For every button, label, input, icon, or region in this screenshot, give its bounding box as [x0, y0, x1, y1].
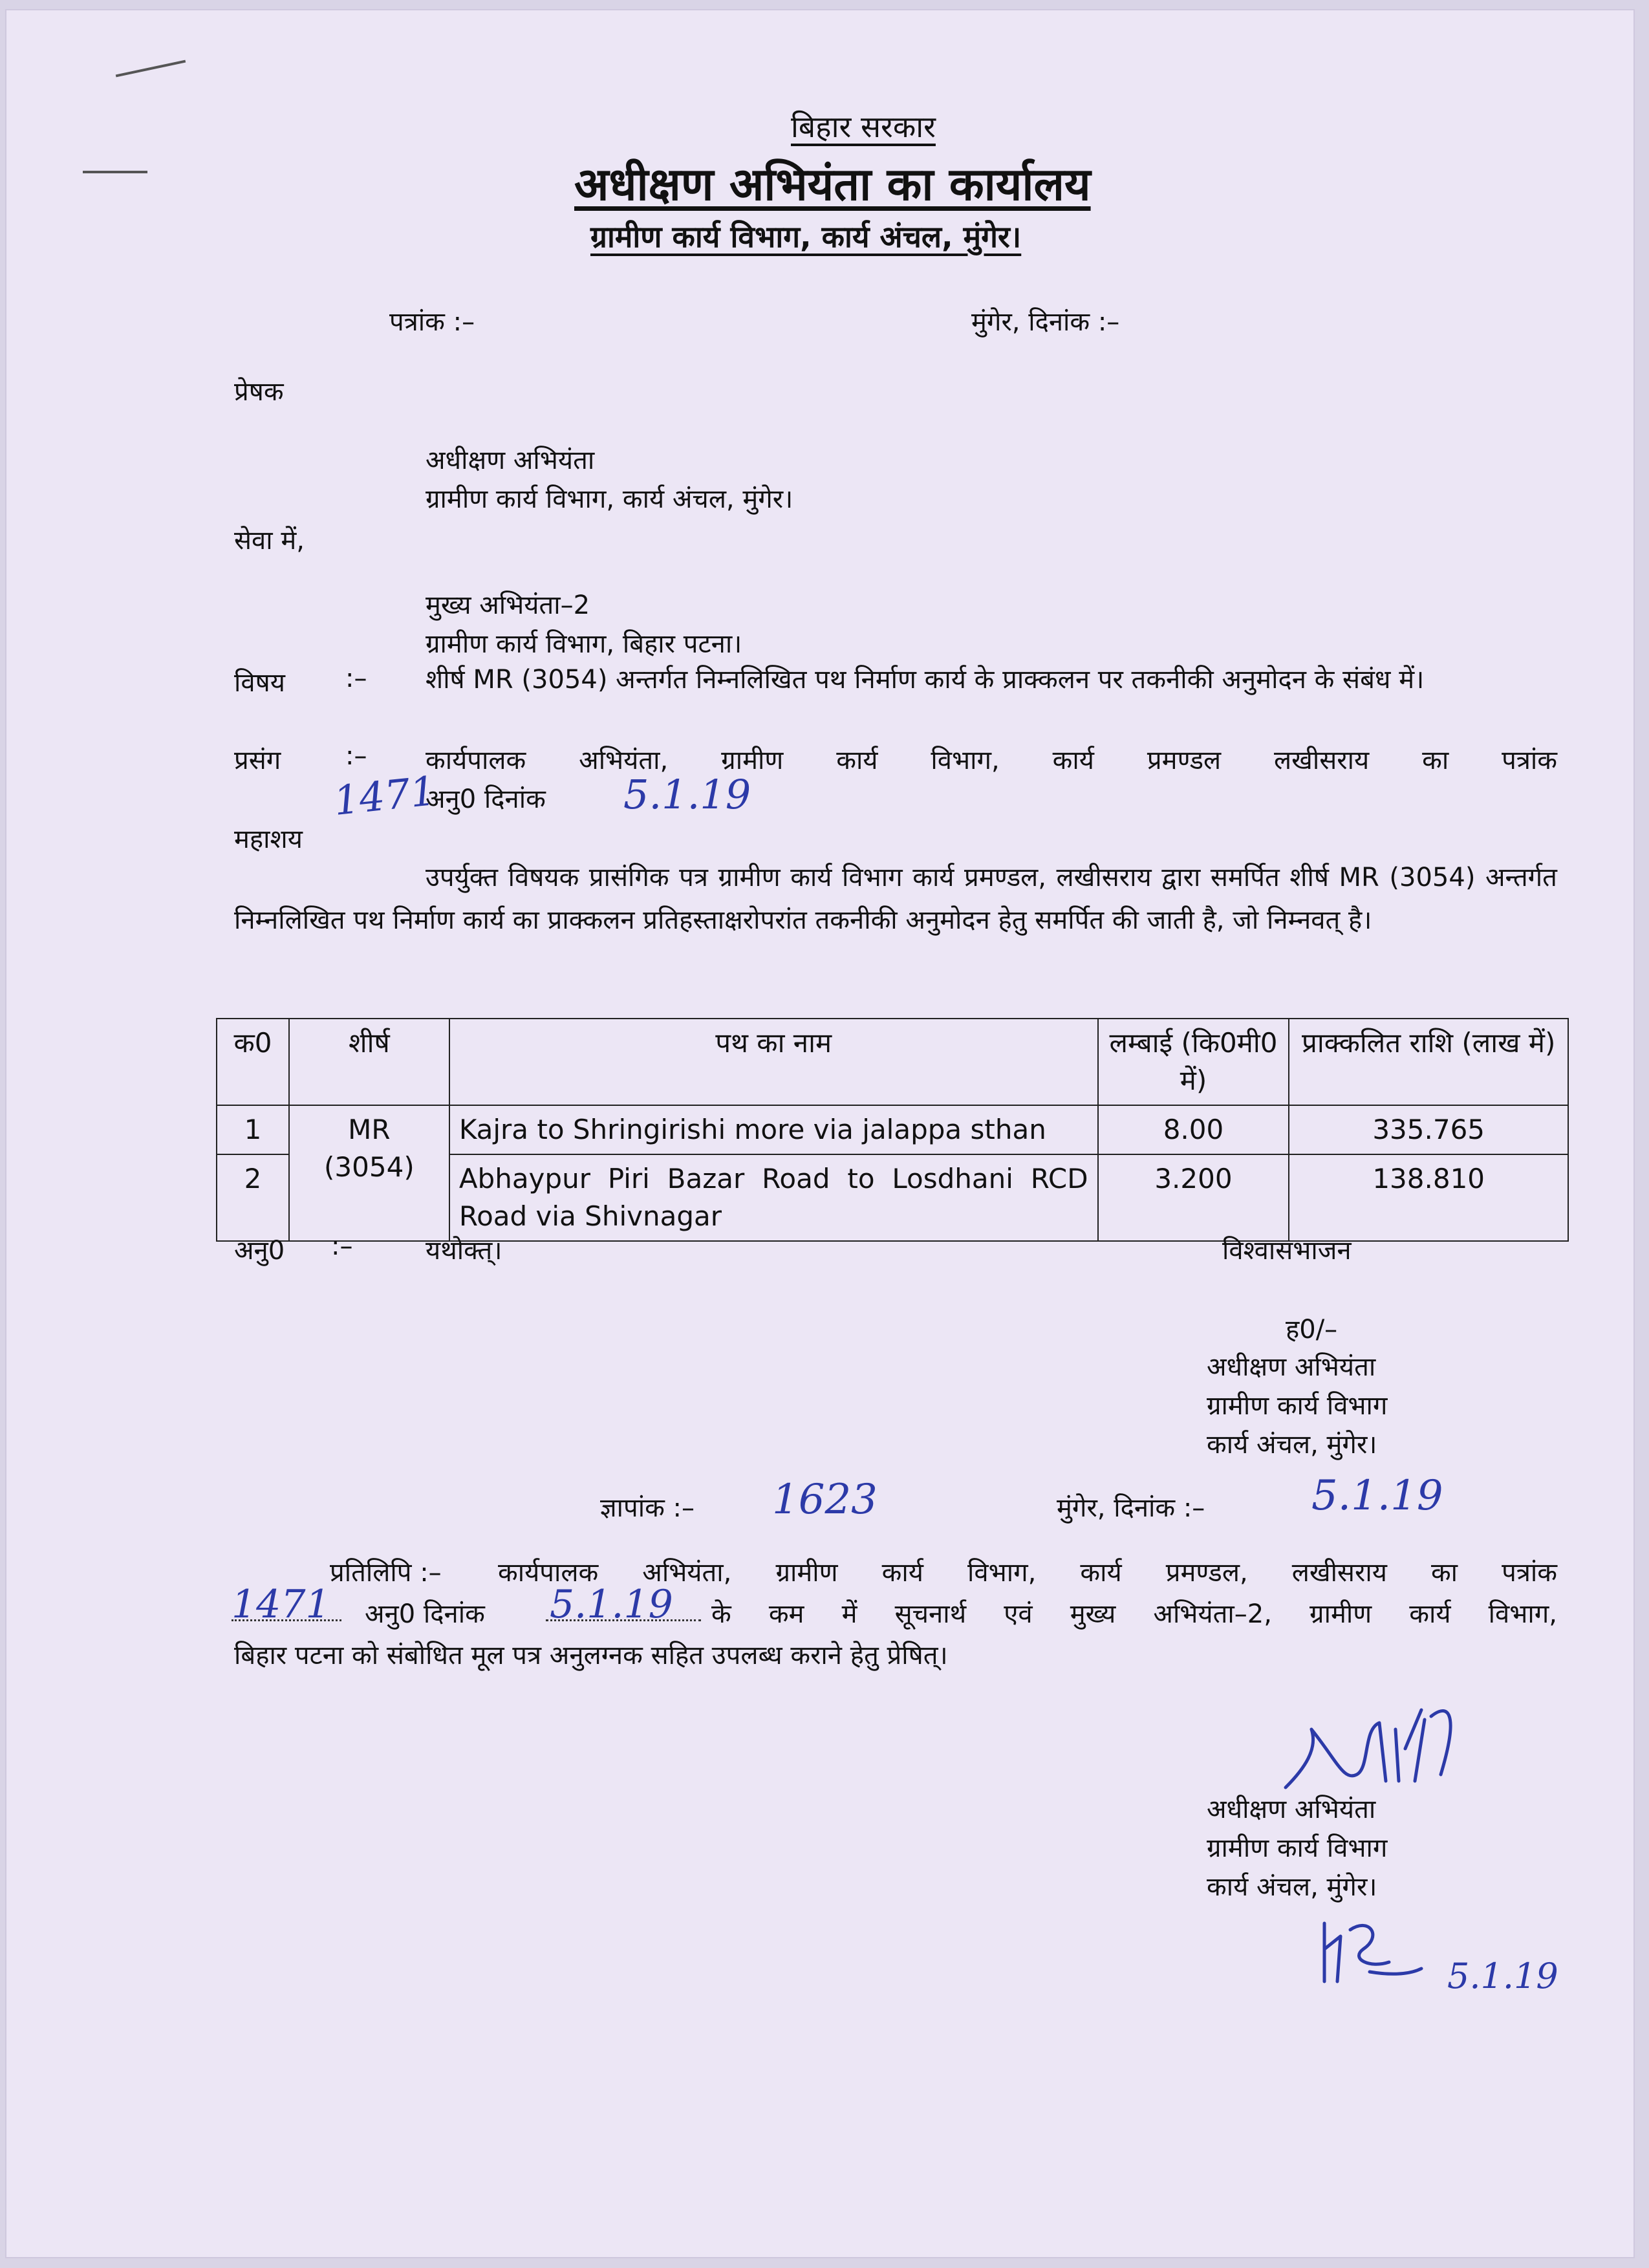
- punch-mark: [116, 60, 186, 78]
- recipient-line1: मुख्य अभियंता–2: [426, 590, 590, 620]
- sender-line1: अधीक्षण अभियंता: [426, 446, 595, 475]
- enclosure-separator: :–: [331, 1231, 353, 1261]
- row-amount: 138.810: [1289, 1154, 1568, 1241]
- row-road-name: Kajra to Shringirishi more via jalappa sthan: [449, 1105, 1098, 1154]
- context-label: प्रसंग: [234, 746, 281, 775]
- subject-separator: :–: [345, 664, 367, 693]
- sign1-line1: अधीक्षण अभियंता: [1207, 1352, 1376, 1382]
- handwritten-copy-date: 5.1.19: [550, 1582, 673, 1627]
- handwritten-memo-date: 5.1.19: [1311, 1472, 1443, 1520]
- copy-text-line1: कार्यपालक अभियंता, ग्रामीण कार्य विभाग, कार्य प्रमण्डल, लखीसराय का पत्रांक: [498, 1558, 1557, 1588]
- recipient-label: सेवा में,: [234, 526, 305, 556]
- copy-text-line3: बिहार पटना को संबोधित मूल पत्र अनुलग्नक सहित उपलब्ध कराने हेतु प्रेषित्।: [234, 1641, 948, 1670]
- recipient-line2: ग्रामीण कार्य विभाग, बिहार पटना।: [426, 629, 742, 659]
- row-road-name: Abhaypur Piri Bazar Road to Losdhani RCD Road via Shivnagar: [449, 1154, 1098, 1241]
- row-serial: 2: [217, 1154, 289, 1241]
- sign1-line3: कार्य अंचल, मुंगेर।: [1207, 1430, 1377, 1460]
- sign1-line2: ग्रामीण कार्य विभाग: [1207, 1391, 1388, 1421]
- handwritten-copy-number: 1471: [232, 1582, 330, 1627]
- header-amount: प्राक्कलित राशि (लाख में): [1289, 1019, 1568, 1105]
- department-title: ग्रामीण कार्य विभाग, कार्य अंचल, मुंगेर।: [590, 219, 1022, 254]
- copy-label: प्रतिलिपि :–: [330, 1558, 442, 1588]
- row-length: 8.00: [1098, 1105, 1289, 1154]
- header-road-name: पथ का नाम: [449, 1019, 1098, 1105]
- handwritten-ref-number: 1471: [331, 766, 438, 825]
- copy-mid-text: अनु0 दिनांक: [365, 1599, 485, 1629]
- row-amount: 335.765: [1289, 1105, 1568, 1154]
- gov-title: बिहार सरकार: [791, 109, 936, 144]
- enclosure-text: यथोक्त्।: [426, 1236, 502, 1266]
- office-title: अधीक्षण अभियंता का कार्यालय: [574, 158, 1091, 211]
- header-length: लम्बाई (कि0मी0 में): [1098, 1019, 1289, 1105]
- letter-page: [5, 9, 1635, 2258]
- copy-date-dotted-line: [546, 1619, 701, 1621]
- copy-text-line2: के कम में सूचनार्थ एवं मुख्य अभियंता–2, ग्रामीण कार्य विभाग,: [711, 1599, 1557, 1629]
- context-line2: अनु0 दिनांक: [426, 784, 546, 814]
- subject-text: शीर्ष MR (3054) अन्तर्गत निम्नलिखित पथ निर्माण कार्य के प्राक्कलन पर तकनीकी अनुमोदन के संबंध में।: [426, 665, 1425, 695]
- context-text: कार्यपालक अभियंता, ग्रामीण कार्य विभाग, कार्य प्रमण्डल लखीसराय का पत्रांक: [426, 746, 1558, 775]
- signed-mark: ह0/–: [1286, 1315, 1338, 1345]
- context-separator: :–: [345, 741, 367, 771]
- table-header-row: [217, 1019, 1568, 1105]
- handwritten-initial: [1311, 1910, 1428, 1994]
- row-length: 3.200: [1098, 1154, 1289, 1241]
- closing-faithfully: विश्वासभाजन: [1222, 1236, 1352, 1266]
- salutation: महाशय: [234, 825, 303, 854]
- handwritten-ref-date: 5.1.19: [623, 771, 751, 818]
- enclosure-label: अनु0: [234, 1236, 285, 1266]
- row-head: MR (3054): [289, 1105, 449, 1241]
- header-head: शीर्ष: [289, 1019, 449, 1105]
- table-row: [217, 1105, 1568, 1154]
- sign2-line3: कार्य अंचल, मुंगेर।: [1207, 1872, 1377, 1902]
- handwritten-memo-number: 1623: [772, 1476, 878, 1524]
- body-paragraph: उपर्युक्त विषयक प्रासंगिक पत्र ग्रामीण कार्य विभाग कार्य प्रमण्डल, लखीसराय द्वारा समर्पित शीर्ष MR (3054) अन्तर्गत निम्नलिखित पथ निर्माण कार्य का प्राक्कलन प्रतिहस्ताक्षरोपरांत तकनीकी अनुमोदन हेतु समर्पित की जाती है, जो निम्नवत् है।: [234, 863, 1557, 935]
- header-serial: क0: [217, 1019, 289, 1105]
- letter-number-label: पत्रांक :–: [389, 307, 475, 337]
- memo-number-label: ज्ञापांक :–: [600, 1493, 695, 1523]
- sender-line2: ग्रामीण कार्य विभाग, कार्य अंचल, मुंगेर।: [426, 484, 793, 514]
- place-date-label: मुंगेर, दिनांक :–: [971, 307, 1120, 337]
- row-serial: 1: [217, 1105, 289, 1154]
- subject-label: विषय: [234, 668, 285, 698]
- punch-mark: [83, 171, 147, 173]
- memo-place-date-label: मुंगेर, दिनांक :–: [1057, 1493, 1205, 1523]
- works-table: [216, 1018, 1569, 1242]
- sender-label: प्रेषक: [234, 377, 284, 407]
- sign2-line1: अधीक्षण अभियंता: [1207, 1795, 1376, 1824]
- copy-number-dotted-line: [232, 1619, 341, 1621]
- handwritten-initial-date: 5.1.19: [1447, 1956, 1558, 1996]
- sign2-line2: ग्रामीण कार्य विभाग: [1207, 1833, 1388, 1863]
